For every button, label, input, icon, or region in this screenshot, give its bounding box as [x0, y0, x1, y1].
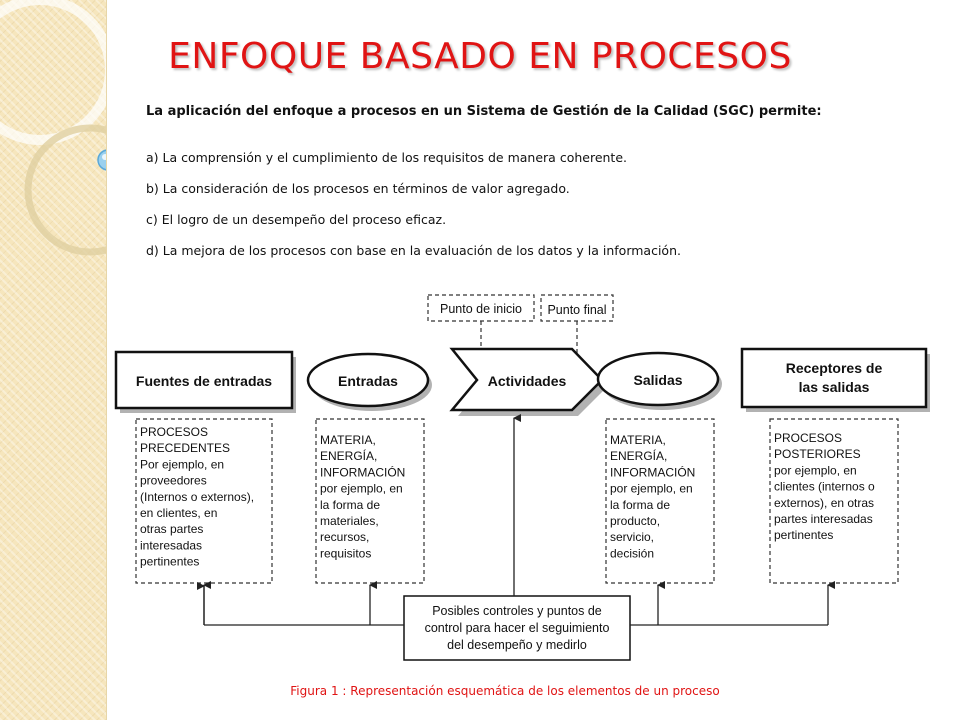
- outputs-detail-line: la forma de: [610, 497, 671, 512]
- outputs-detail-line: producto,: [610, 514, 661, 528]
- sources-detail-line: interesadas: [140, 538, 203, 553]
- process-diagram: [106, 282, 946, 682]
- figure-caption: Figura 1 : Representación esquemática de los elementos de un proceso: [290, 684, 720, 698]
- sources-detail-line: en clientes, en: [140, 506, 218, 520]
- start-point-box: [428, 295, 534, 321]
- outputs-detail-line: MATERIA,: [610, 433, 666, 447]
- receivers-title-line-2: las salidas: [798, 379, 870, 395]
- receivers-detail-line: externos), en otras: [774, 495, 875, 510]
- sources-detail-line: (Internos o externos),: [140, 489, 255, 504]
- receivers-box: [742, 349, 930, 412]
- outputs-detail-line: por ejemplo, en: [610, 481, 693, 496]
- benefits-list: [146, 148, 681, 272]
- inputs-detail-line: la forma de: [320, 497, 381, 512]
- slide-title: ENFOQUE BASADO EN PROCESOS: [168, 36, 792, 77]
- end-point-label: Punto final: [547, 303, 607, 317]
- receivers-detail-text: [774, 431, 875, 542]
- receivers-detail-line: PROCESOS: [774, 431, 843, 445]
- inputs-detail-line: requisitos: [320, 546, 372, 561]
- controls-line: control para hacer el seguimiento: [424, 621, 610, 635]
- inputs-title: Entradas: [338, 373, 398, 389]
- benefit-item-a: a) La comprensión y el cumplimiento de los requisitos de manera coherente.: [146, 150, 627, 165]
- controls-box: [404, 596, 630, 660]
- activities-title: Actividades: [487, 373, 567, 389]
- inputs-detail-line: ENERGÍA,: [320, 449, 378, 464]
- bullet-orb-icon: [98, 150, 106, 170]
- inputs-ellipse: [308, 354, 432, 411]
- end-point-box: [541, 295, 613, 321]
- inputs-detail-line: INFORMACIÓN: [320, 465, 406, 480]
- outputs-ellipse: [598, 353, 722, 410]
- receivers-detail-line: partes interesadas: [774, 512, 873, 526]
- receivers-detail-line: POSTERIORES: [774, 447, 861, 462]
- sources-detail-line: Por ejemplo, en: [140, 457, 225, 472]
- sources-title: Fuentes de entradas: [135, 373, 273, 389]
- controls-line: Posibles controles y puntos de: [432, 604, 602, 618]
- outputs-title: Salidas: [633, 372, 683, 388]
- sources-detail-line: otras partes: [140, 522, 204, 537]
- sources-detail-line: PROCESOS: [140, 425, 209, 439]
- inputs-detail-line: MATERIA,: [320, 433, 376, 447]
- receivers-detail-line: clientes (internos o: [774, 479, 875, 494]
- benefit-item-d: d) La mejora de los procesos con base en la evaluación de los datos y la información.: [146, 243, 681, 258]
- receivers-detail-line: pertinentes: [774, 528, 834, 543]
- inputs-detail-line: por ejemplo, en: [320, 481, 403, 496]
- sources-box: [116, 352, 296, 413]
- outputs-detail-line: ENERGÍA,: [610, 449, 668, 464]
- benefit-item-c: c) El logro de un desempeño del proceso eficaz.: [146, 212, 447, 227]
- controls-text: [425, 604, 610, 652]
- intro-text: La aplicación del enfoque a procesos en un Sistema de Gestión de la Calidad (SGC) permite:: [146, 104, 822, 119]
- receivers-title-line-1: Receptores de: [785, 360, 883, 376]
- inputs-detail-line: materiales,: [320, 514, 379, 528]
- receivers-detail-line: por ejemplo, en: [774, 463, 857, 478]
- sources-detail-line: pertinentes: [140, 554, 200, 569]
- start-point-label: Punto de inicio: [439, 302, 523, 316]
- outputs-detail-line: servicio,: [610, 530, 655, 545]
- outputs-detail-line: decisión: [610, 546, 655, 561]
- benefit-item-b: b) La consideración de los procesos en términos de valor agregado.: [146, 181, 570, 196]
- activities-chevron: [452, 349, 608, 416]
- decorative-sidebar: [0, 0, 107, 720]
- outputs-detail-line: INFORMACIÓN: [610, 465, 696, 480]
- controls-line: del desempeño y medirlo: [447, 638, 587, 652]
- sources-detail-line: PRECEDENTES: [140, 441, 231, 456]
- sources-detail-line: proveedores: [140, 473, 207, 488]
- inputs-detail-line: recursos,: [320, 530, 370, 545]
